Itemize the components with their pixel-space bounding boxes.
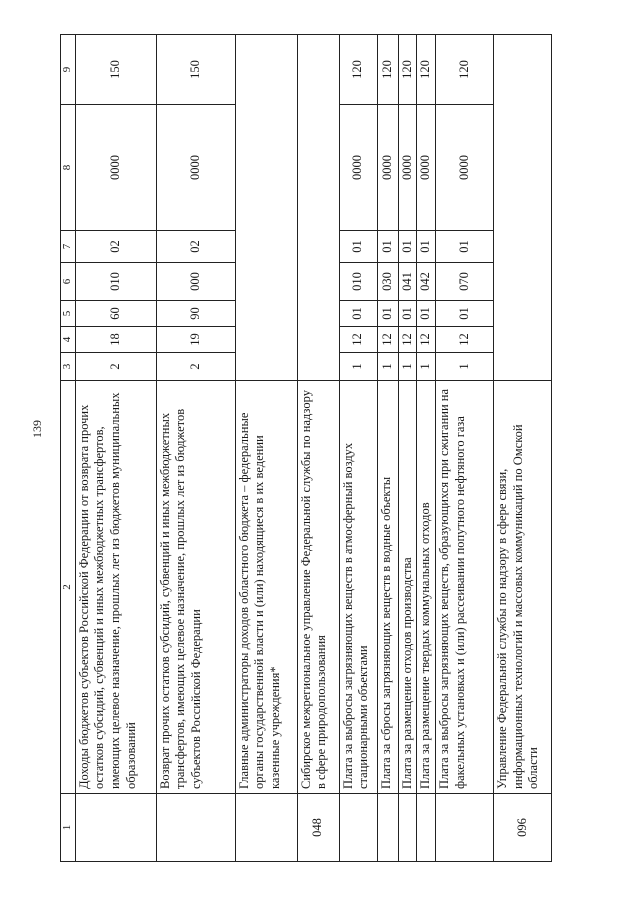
code-cell: 0000 [75,105,156,231]
code-cell: 12 [339,327,377,353]
admin-code: 096 [494,794,552,862]
code-cell: 18 [75,327,156,353]
administrator-name: Управление Федеральной службы по надзору в сфере связи, информационных технологий и массовых коммуникаций по Омской области [494,381,552,794]
revenue-name: Плата за размещение отходов производства [398,381,417,794]
admin-code: 048 [297,794,339,862]
table-row [377,35,398,862]
header-cell: 3 [61,353,76,381]
code-cell: 1 [436,353,494,381]
code-cell: 1 [417,353,436,381]
code-cell: 041 [398,263,417,301]
admin-code [75,794,156,862]
code-cell: 01 [339,301,377,327]
header-cell: 1 [61,794,76,862]
code-cell: 1 [398,353,417,381]
budget-revenue-table [60,34,552,862]
table-row [417,35,436,862]
revenue-name: Возврат прочих остатков субсидий, субвенций и иных межбюджетных трансфертов, имеющих целевое назначение, прошлых лет из бюджетов субъектов Российской Федерации [156,381,235,794]
revenue-name: Плата за выбросы загрязняющих веществ, образующихся при сжигании на факельных установках и (или) рассеивании попутного нефтяного газа [436,381,494,794]
code-cell: 02 [75,231,156,263]
admin-code [417,794,436,862]
code-cell: 000 [156,263,235,301]
code-cell: 01 [377,301,398,327]
code-cell: 150 [75,35,156,105]
code-cell: 0000 [398,105,417,231]
code-cell: 010 [339,263,377,301]
code-cell: 90 [156,301,235,327]
table-row [339,35,377,862]
code-cell: 12 [398,327,417,353]
code-cell: 120 [436,35,494,105]
code-cell: 0000 [339,105,377,231]
header-cell: 5 [61,301,76,327]
header-cell: 8 [61,105,76,231]
empty-span [494,35,552,381]
code-cell: 01 [398,231,417,263]
code-cell: 042 [417,263,436,301]
header-cell: 6 [61,263,76,301]
revenue-name: Плата за сбросы загрязняющих веществ в водные объекты [377,381,398,794]
administrator-name: Сибирское межрегиональное управление Федеральной службы по надзору в сфере природопользования [297,381,339,794]
admin-code [377,794,398,862]
admin-code [436,794,494,862]
admin-code [339,794,377,862]
code-cell: 12 [436,327,494,353]
code-cell: 1 [377,353,398,381]
code-cell: 120 [398,35,417,105]
table-row [235,35,297,862]
code-cell: 0000 [156,105,235,231]
code-cell: 120 [377,35,398,105]
code-cell: 030 [377,263,398,301]
code-cell: 02 [156,231,235,263]
code-cell: 12 [417,327,436,353]
empty-span [235,35,297,381]
empty-span [297,35,339,381]
admin-code [398,794,417,862]
code-cell: 0000 [377,105,398,231]
table-row [75,35,156,862]
code-cell: 0000 [417,105,436,231]
header-cell: 4 [61,327,76,353]
code-cell: 01 [417,231,436,263]
code-cell: 0000 [436,105,494,231]
code-cell: 01 [436,301,494,327]
header-cell: 7 [61,231,76,263]
code-cell: 150 [156,35,235,105]
code-cell: 1 [339,353,377,381]
code-cell: 01 [398,301,417,327]
revenue-name: Доходы бюджетов субъектов Российской Федерации от возврата прочих остатков субсидий, субвенций и иных межбюджетных трансфертов, имеющих целевое назначение, прошлых лет из бюджетов муниципальных образований [75,381,156,794]
revenue-name: Плата за размещение твердых коммунальных отходов [417,381,436,794]
code-cell: 19 [156,327,235,353]
section-heading: Главные администраторы доходов областного бюджета – федеральные органы государственной власти и (или) находящиеся в их ведении казенные учреждения* [235,381,297,794]
table-row [494,35,552,862]
header-row [61,35,76,862]
code-cell: 01 [417,301,436,327]
code-cell: 2 [156,353,235,381]
table-row [297,35,339,862]
table-row [436,35,494,862]
code-cell: 01 [436,231,494,263]
code-cell: 60 [75,301,156,327]
table-row [398,35,417,862]
code-cell: 010 [75,263,156,301]
table-row [156,35,235,862]
code-cell: 070 [436,263,494,301]
code-cell: 2 [75,353,156,381]
header-cell: 9 [61,35,76,105]
revenue-name: Плата за выбросы загрязняющих веществ в атмосферный воздух стационарными объектами [339,381,377,794]
code-cell: 120 [417,35,436,105]
rotated-page [60,35,634,862]
code-cell: 12 [377,327,398,353]
admin-code [156,794,235,862]
code-cell: 120 [339,35,377,105]
header-cell: 2 [61,381,76,794]
admin-code [235,794,297,862]
code-cell: 01 [377,231,398,263]
page-number: 139 [30,420,44,438]
code-cell: 01 [339,231,377,263]
